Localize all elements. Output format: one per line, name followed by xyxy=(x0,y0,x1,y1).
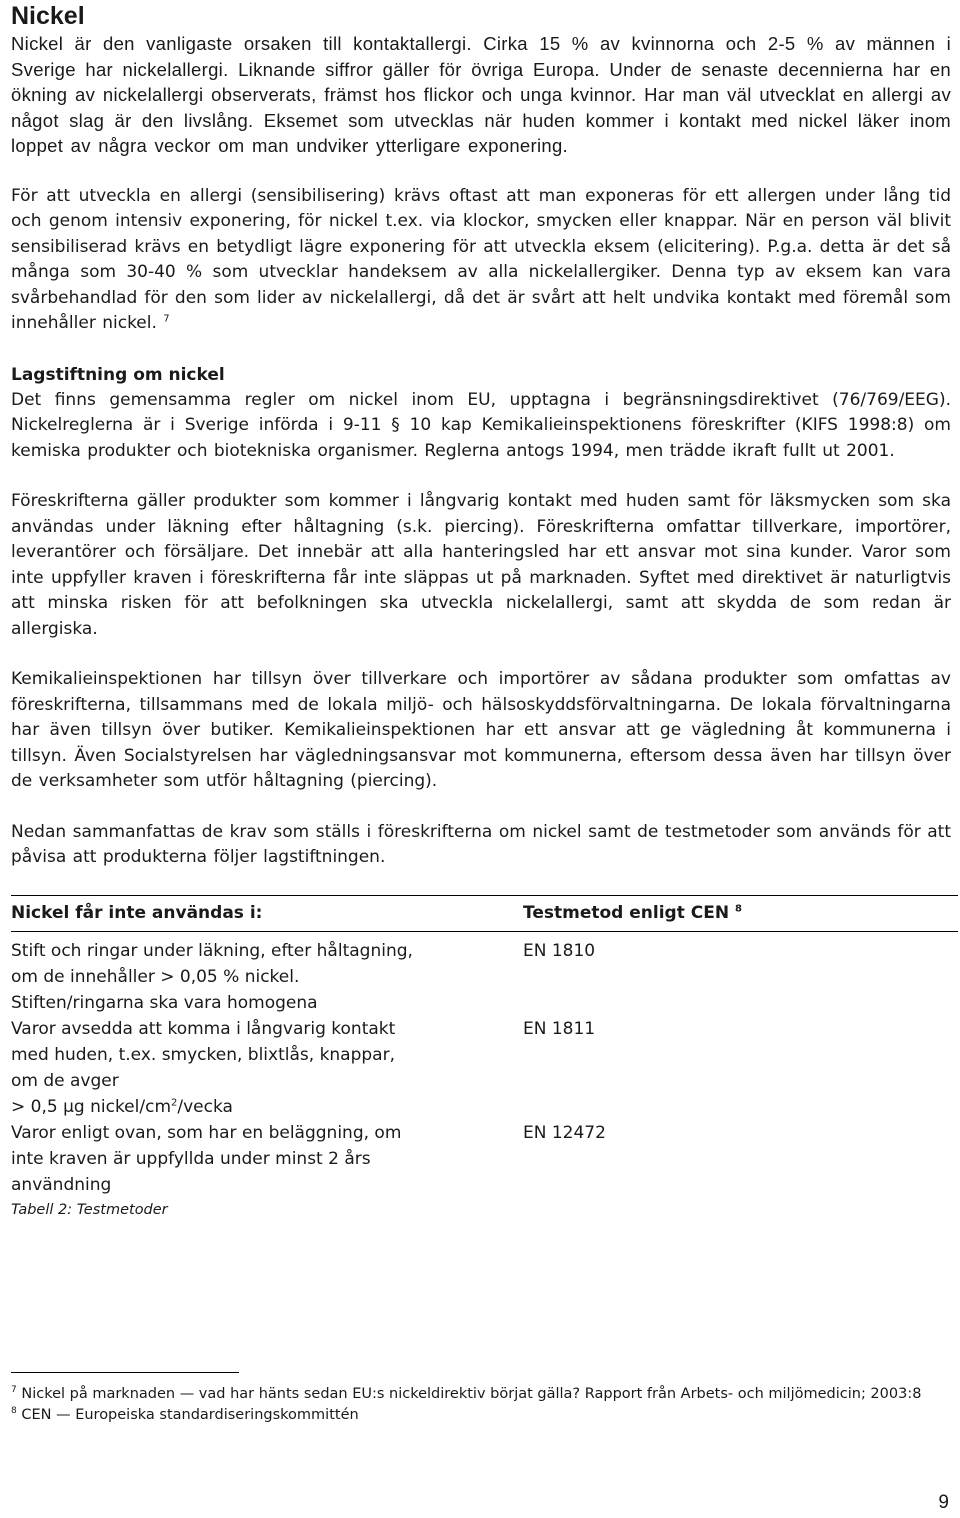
intro-paragraph: Nickel är den vanligaste orsaken till kontaktallergi. Cirka 15 % av kvinnorna och 2-5 % av männen i Sverige har nickelallergi. Liknande siffror gäller för övriga Europa. Under de senaste decennierna har en ökning av nickelallergi observerats, främst hos flickor och unga kvinnor. Har man väl utvecklat en allergi av något slag är den livslång. Eksemet som utvecklas när huden kommer i kontakt med nickel läker inom loppet av några veckor om man undviker ytterligare exponering. xyxy=(11,33,951,156)
table-row xyxy=(11,938,958,1016)
table-cell-method: EN 12472 xyxy=(523,1122,606,1143)
page-number: 9 xyxy=(938,1492,949,1513)
footnote-ref-8[interactable]: 8 xyxy=(735,902,742,914)
table-cell-method: EN 1811 xyxy=(523,1018,596,1039)
document-page xyxy=(11,0,951,1220)
cell-line xyxy=(11,1094,523,1120)
cell-line: med huden, t.ex. smycken, blixtlås, knappar, xyxy=(11,1044,395,1065)
column-header-prohibited-use: Nickel får inte användas i: xyxy=(11,902,263,923)
footnote-number: 7 xyxy=(11,1385,17,1396)
footnotes xyxy=(11,1384,941,1426)
cell-line: om de innehåller > 0,05 % nickel. xyxy=(11,966,300,987)
footnote-number: 8 xyxy=(11,1406,17,1417)
legislation-heading: Lagstiftning om nickel xyxy=(11,364,225,385)
cell-line: Stift och ringar under läkning, efter håltagning, xyxy=(11,940,413,961)
table-caption: Tabell 2: Testmetoder xyxy=(11,1201,168,1218)
table-cell-use xyxy=(11,1016,523,1120)
legislation-paragraph-4: Nedan sammanfattas de krav som ställs i föreskrifterna om nickel samt de testmetoder som används för att påvisa att produkterna följer lagstiftningen. xyxy=(11,821,951,867)
unit-exponent: 2 xyxy=(171,1096,178,1108)
cell-line: inte kraven är uppfyllda under minst 2 års xyxy=(11,1148,371,1169)
page-title: Nickel xyxy=(11,2,85,30)
footnote-text: Nickel på marknaden — vad har hänts sedan EU:s nickeldirektiv börjat gälla? Rapport från Arbets- och miljömedicin; 2003:8 xyxy=(21,1386,922,1402)
cell-line: användning xyxy=(11,1174,112,1195)
footnote-divider xyxy=(11,1372,239,1373)
cell-line: Varor enligt ovan, som har en beläggning, om xyxy=(11,1122,402,1143)
legislation-paragraph-2: Föreskrifterna gäller produkter som kommer i långvarig kontakt med huden samt för läksmycken som ska användas under läkning efter håltagning (s.k. piercing). Föreskrifterna omfattar tillverkare, importörer, leverantörer och försäljare. Det innebär att alla hanteringsled har ett ansvar mot sina kunder. Varor som inte uppfyller kraven i föreskrifterna får inte släppas ut på marknaden. Syftet med direktivet är naturligtvis att minska risken för att befolkningen ska utveckla nickelallergi, samt att skydda de som redan är allergiska. xyxy=(11,491,951,639)
column-header-test-method-label: Testmetod enligt CEN xyxy=(523,902,730,923)
footnote-text: CEN — Europeiska standardiseringskommittén xyxy=(21,1407,359,1423)
legislation-paragraph-1: Det finns gemensamma regler om nickel inom EU, upptagna i begränsningsdirektivet (76/769/EEG). Nickelreglerna är i Sverige införda i 9-11 § 10 kap Kemikalieinspektionens föreskrifter (KIFS 1998:8) om kemiska produkter och biotekniska organismer. Reglerna antogs 1994, men trädde ikraft fullt ut 2001. xyxy=(11,389,951,461)
footnote-ref-7[interactable]: 7 xyxy=(163,313,170,325)
table-header xyxy=(11,895,958,932)
legislation-paragraph-3: Kemikalieinspektionen har tillsyn över tillverkare och importörer av sådana produkter som omfattas av föreskrifterna, tillsammans med de lokala miljö- och hälsoskyddsförvaltningarna. De lokala förvaltningarna har även tillsyn över butiker. Kemikalieinspektionen har ett ansvar att ge vägledning åt kommunerna i tillsyn. Även Socialstyrelsen har vägledningsansvar mot kommunerna, eftersom dessa även har tillsyn över de verksamheter som utför håltagning (piercing). xyxy=(11,669,951,791)
limit-unit: /vecka xyxy=(177,1096,233,1117)
table-cell-use xyxy=(11,1120,523,1198)
test-methods-table xyxy=(11,895,958,1220)
cell-line: Varor avsedda att komma i långvarig kontakt xyxy=(11,1018,396,1039)
cell-line: Stiften/ringarna ska vara homogena xyxy=(11,992,318,1013)
sensitization-paragraph xyxy=(11,184,951,337)
footnote-8 xyxy=(11,1405,941,1426)
footnote-7 xyxy=(11,1384,941,1405)
table-row xyxy=(11,1016,958,1120)
column-header-test-method xyxy=(523,900,958,926)
cell-line: om de avger xyxy=(11,1070,119,1091)
table-cell-use xyxy=(11,938,523,1016)
table-cell-method: EN 1810 xyxy=(523,940,596,961)
limit-value: > 0,5 µg nickel/cm xyxy=(11,1096,171,1117)
table-row xyxy=(11,1120,958,1198)
sensitization-text: För att utveckla en allergi (sensibilisering) krävs oftast att man exponeras för ett allergen under lång tid och genom intensiv exponering, för nickel t.ex. via klockor, smycken eller knappar. När en person väl blivit sensibiliserad krävs en betydligt lägre exponering för att utveckla eksem (elicitering). P.g.a. detta är det så många som 30-40 % som utvecklar handeksem av alla nickelallergiker. Denna typ av eksem kan vara svårbehandlad för den som lider av nickelallergi, då det är svårt att helt undvika kontakt med föremål som innehåller nickel. xyxy=(11,185,951,333)
